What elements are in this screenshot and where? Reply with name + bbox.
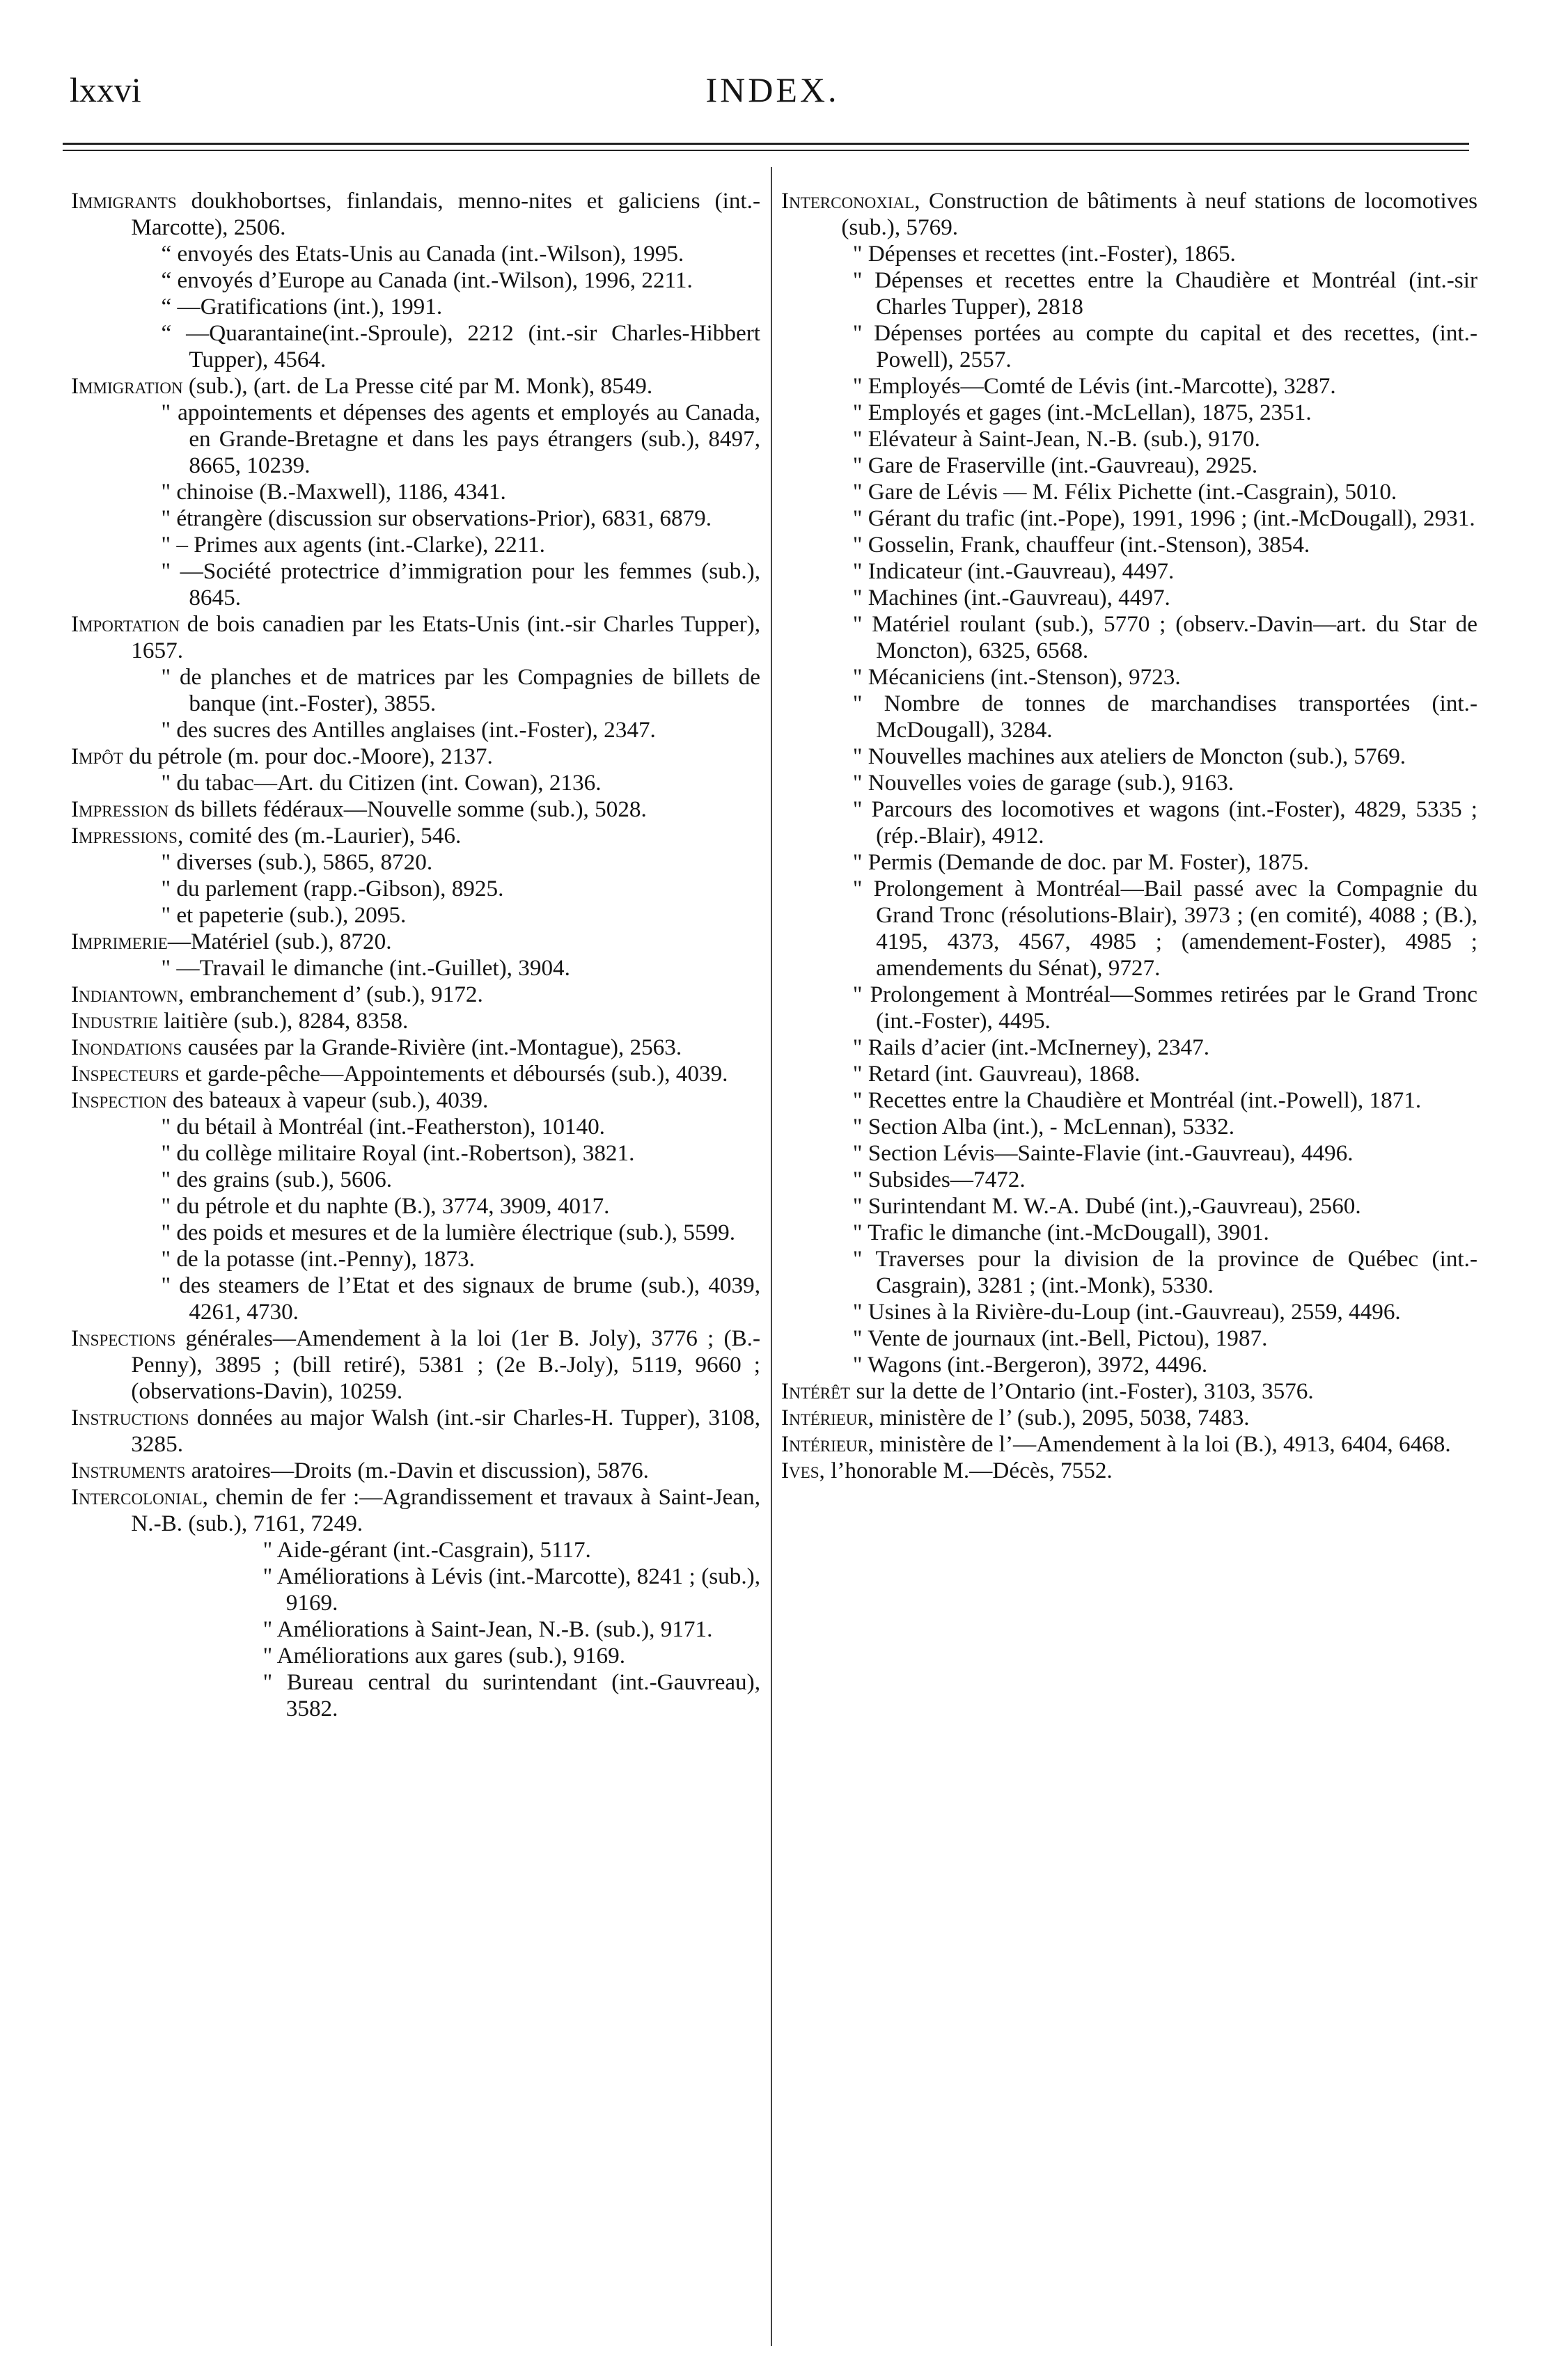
index-subentry [71,770,760,796]
index-subentry [71,1220,760,1246]
index-subentry [781,452,1477,479]
index-text: " Employés—Comté de Lévis (int.-Marcotte), 3287. [852,373,1336,399]
index-subentry [781,373,1477,400]
index-text: " Bureau central du surintendant (int.-Gauvreau), 3582. [262,1669,760,1721]
index-text: “ —Quarantaine(int.-Sproule), 2212 (int.-sir Charles-Hibbert Tupper), 4564. [161,320,760,372]
index-keyword: Intercolonial [71,1484,203,1510]
index-subentry [781,611,1477,664]
index-text: " Matériel roulant (sub.), 5770 ; (observ.-Davin—art. du Star de Moncton), 6325, 6568. [852,611,1477,663]
index-text: " de la potasse (int.-Penny), 1873. [161,1246,475,1272]
index-subentry [781,1299,1477,1325]
index-entry [781,1431,1477,1458]
index-text: " Gare de Fraserville (int.-Gauvreau), 2925. [852,452,1258,478]
index-text: " Recettes entre la Chaudière et Montréal (int.-Powell), 1871. [852,1087,1422,1113]
index-subentry [71,849,760,876]
index-entry [71,373,760,400]
index-subentry [781,1167,1477,1193]
index-text: données au major Walsh (int.-sir Charles-H. Tupper), 3108, 3285. [131,1405,760,1457]
index-text: " Améliorations à Lévis (int.-Marcotte), 8241 ; (sub.), 9169. [262,1563,760,1616]
index-keyword: Intérêt [781,1378,851,1404]
index-text: " du parlement (rapp.-Gibson), 8925. [161,876,504,901]
index-subentry [71,505,760,532]
index-keyword: Immigrants [71,188,177,214]
index-subentry [71,876,760,902]
index-subentry [71,955,760,982]
index-text: aratoires—Droits (m.-Davin et discussion), 5876. [185,1458,649,1483]
index-entry [71,611,760,664]
index-text: , ministère de l’ (sub.), 2095, 5038, 7483. [868,1405,1250,1431]
index-entry [781,188,1477,241]
index-text: " Traverses pour la division de la province de Québec (int.-Casgrain), 3281 ; (int.-Monk), 5330. [852,1246,1477,1298]
index-text: et garde-pêche—Appointements et déboursés (sub.), 4039. [179,1061,728,1087]
index-subentry [781,796,1477,849]
index-subentry [781,479,1477,505]
index-entry [781,1405,1477,1431]
index-subentry [71,558,760,611]
index-text: du pétrole (m. pour doc.-Moore), 2137. [123,743,493,769]
index-text: " Trafic le dimanche (int.-McDougall), 3901. [852,1220,1269,1245]
index-subentry [781,320,1477,373]
index-entry [71,743,760,770]
right-column [781,188,1477,1484]
index-subentry [71,1167,760,1193]
index-keyword: Inspection [71,1087,167,1113]
index-keyword: Industrie [71,1008,158,1034]
index-text: " Améliorations à Saint-Jean, N.-B. (sub.), 9171. [262,1616,713,1642]
column-separator [771,167,772,2346]
index-subentry [781,1140,1477,1167]
index-keyword: Indiantown [71,982,178,1007]
index-text: " Dépenses portées au compte du capital et des recettes, (int.-Powell), 2557. [852,320,1477,372]
index-subentry [71,1616,760,1643]
index-subentry [781,982,1477,1034]
index-text: " Dépenses et recettes entre la Chaudière et Montréal (int.-sir Charles Tupper), 2818 [852,267,1477,320]
index-subentry [71,717,760,743]
index-text: " chinoise (B.-Maxwell), 1186, 4341. [161,479,506,505]
index-text: " des poids et mesures et de la lumière électrique (sub.), 5599. [161,1220,736,1245]
index-text: " Usines à la Rivière-du-Loup (int.-Gauvreau), 2559, 4496. [852,1299,1401,1325]
index-text: " des sucres des Antilles anglaises (int.-Foster), 2347. [161,717,656,743]
index-text: , embranchement d’ (sub.), 9172. [178,982,483,1007]
page-title: INDEX. [705,70,840,109]
index-entry [781,1378,1477,1405]
index-keyword: Impression [71,796,169,822]
index-text: " étrangère (discussion sur observations-Prior), 6831, 6879. [161,505,712,531]
index-subentry [71,664,760,717]
index-text: " de planches et de matrices par les Compagnies de billets de banque (int.-Foster), 3855. [161,664,760,716]
index-text: " Nombre de tonnes de marchandises transportées (int.-McDougall), 3284. [852,691,1477,743]
index-subentry [781,505,1477,532]
index-text: " Surintendant M. W.-A. Dubé (int.),-Gauvreau), 2560. [852,1193,1361,1219]
index-subentry [781,532,1477,558]
index-entry [71,1008,760,1034]
index-entry [71,1087,760,1114]
index-subentry [71,1669,760,1722]
index-text: “ —Gratifications (int.), 1991. [161,294,443,320]
index-text: " Aide-gérant (int.-Casgrain), 5117. [262,1537,591,1563]
index-keyword: Instruments [71,1458,186,1483]
index-text: “ envoyés d’Europe au Canada (int.-Wilson), 1996, 2211. [161,267,693,293]
index-text: " Améliorations aux gares (sub.), 9169. [262,1643,626,1669]
index-text: " du tabac—Art. du Citizen (int. Cowan), 2136. [161,770,602,796]
index-text: causées par la Grande-Rivière (int.-Montague), 2563. [182,1034,682,1060]
index-text: " Gare de Lévis — M. Félix Pichette (int.-Casgrain), 5010. [852,479,1397,505]
index-text: , ministère de l’—Amendement à la loi (B.), 4913, 6404, 6468. [868,1431,1451,1457]
index-subentry [781,1034,1477,1061]
index-subentry [781,876,1477,982]
index-text: " Vente de journaux (int.-Bell, Pictou), 1987. [852,1325,1268,1351]
index-text: " Machines (int.-Gauvreau), 4497. [852,585,1170,610]
index-subentry [781,1193,1477,1220]
index-text: de bois canadien par les Etats-Unis (int.-sir Charles Tupper), 1657. [131,611,760,663]
index-subentry [781,1220,1477,1246]
index-subentry [71,902,760,929]
index-entry [71,823,760,849]
index-keyword: Inondations [71,1034,182,1060]
index-text: " Permis (Demande de doc. par M. Foster), 1875. [852,849,1309,875]
index-text: “ envoyés des Etats-Unis au Canada (int.-Wilson), 1995. [161,241,684,267]
index-text: , chemin de fer :—Agrandissement et travaux à Saint-Jean, N.-B. (sub.), 7161, 7249. [131,1484,760,1536]
index-subentry [71,320,760,373]
index-text: des bateaux à vapeur (sub.), 4039. [166,1087,489,1113]
index-text: (sub.), (art. de La Presse cité par M. Monk), 8549. [182,373,653,399]
index-text: " —Société protectrice d’immigration pour les femmes (sub.), 8645. [161,558,760,610]
index-subentry [781,241,1477,267]
index-subentry [781,1352,1477,1378]
index-text: , l’honorable M.—Décès, 7552. [819,1458,1113,1483]
index-entry [71,929,760,955]
index-text: " Retard (int. Gauvreau), 1868. [852,1061,1140,1087]
index-keyword: Immigration [71,373,183,399]
index-text: ds billets fédéraux—Nouvelle somme (sub.), 5028. [168,796,647,822]
index-keyword: Instructions [71,1405,189,1431]
index-entry [71,982,760,1008]
index-text: " Mécaniciens (int.-Stenson), 9723. [852,664,1181,690]
index-subentry [781,1061,1477,1087]
index-text: " – Primes aux agents (int.-Clarke), 2211. [161,532,545,558]
index-keyword: Intérieur [781,1405,868,1431]
header-rule-bottom [63,150,1469,151]
left-column [71,188,760,1722]
index-entry [71,1061,760,1087]
index-entry [781,1458,1477,1484]
index-keyword: Ives [781,1458,819,1483]
index-text: " Indicateur (int.-Gauvreau), 4497. [852,558,1175,584]
index-subentry [71,479,760,505]
index-text: " Nouvelles machines aux ateliers de Moncton (sub.), 5769. [852,743,1406,769]
index-text: —Matériel (sub.), 8720. [167,929,392,954]
index-text: " Section Alba (int.), - McLennan), 5332. [852,1114,1235,1140]
index-text: " des grains (sub.), 5606. [161,1167,393,1192]
index-subentry [781,400,1477,426]
index-text: " Prolongement à Montréal—Bail passé avec la Compagnie du Grand Tronc (résolutions-Blair), 3973 ; (en comité), 4088 ; (B.), 4195, 4373, 4567, 4985 ; (amendement-Foster), 4985 ; amendements du Sénat), 9727. [852,876,1477,981]
index-text: " Rails d’acier (int.-McInerney), 2347. [852,1034,1210,1060]
index-text: " du pétrole et du naphte (B.), 3774, 3909, 4017. [161,1193,610,1219]
index-subentry [781,743,1477,770]
index-subentry [71,400,760,479]
index-keyword: Impressions [71,823,178,849]
index-subentry [71,532,760,558]
index-subentry [781,1087,1477,1114]
page-number: lxxvi [70,70,141,109]
index-subentry [71,1537,760,1563]
index-entry [71,796,760,823]
index-subentry [71,1272,760,1325]
index-text: " Section Lévis—Sainte-Flavie (int.-Gauvreau), 4496. [852,1140,1354,1166]
index-subentry [71,1193,760,1220]
index-subentry [781,426,1477,452]
index-subentry [781,585,1477,611]
index-keyword: Interconoxial [781,188,915,214]
index-subentry [781,1325,1477,1352]
index-entry [71,1405,760,1458]
index-text: " —Travail le dimanche (int.-Guillet), 3904. [161,955,570,981]
index-text: " Elévateur à Saint-Jean, N.-B. (sub.), 9170. [852,426,1260,452]
index-entry [71,1484,760,1537]
index-subentry [781,1114,1477,1140]
index-entry [71,1034,760,1061]
index-keyword: Intérieur [781,1431,868,1457]
index-entry [71,1458,760,1484]
index-subentry [71,1246,760,1272]
index-subentry [71,1643,760,1669]
index-keyword: Imprimerie [71,929,168,954]
index-keyword: Impôt [71,743,123,769]
index-subentry [781,691,1477,743]
index-text: " Gérant du trafic (int.-Pope), 1991, 1996 ; (int.-McDougall), 2931. [852,505,1475,531]
header-rule-top [63,143,1469,145]
index-text: laitière (sub.), 8284, 8358. [157,1008,409,1034]
index-text: " et papeterie (sub.), 2095. [161,902,407,928]
index-subentry [71,1114,760,1140]
index-text: " Wagons (int.-Bergeron), 3972, 4496. [852,1352,1208,1378]
index-text: " Prolongement à Montréal—Sommes retirées par le Grand Tronc (int.-Foster), 4495. [852,982,1477,1034]
index-subentry [781,770,1477,796]
index-text: " Dépenses et recettes (int.-Foster), 1865. [852,241,1236,267]
index-subentry [781,664,1477,691]
index-text: " du bétail à Montréal (int.-Featherston), 10140. [161,1114,605,1140]
index-text: " Employés et gages (int.-McLellan), 1875, 2351. [852,400,1312,425]
index-text: doukhobortses, finlandais, menno-nites et galiciens (int.-Marcotte), 2506. [131,188,760,240]
index-subentry [781,267,1477,320]
index-text: " du collège militaire Royal (int.-Robertson), 3821. [161,1140,635,1166]
index-text: générales—Amendement à la loi (1er B. Joly), 3776 ; (B.-Penny), 3895 ; (bill retiré), 5381 ; (2e B.-Joly), 5119, 9660 ; (observations-Davin), 10259. [131,1325,760,1404]
index-text: " Parcours des locomotives et wagons (int.-Foster), 4829, 5335 ; (rép.-Blair), 4912. [852,796,1477,849]
index-subentry [71,241,760,267]
index-subentry [71,294,760,320]
index-text: " des steamers de l’Etat et des signaux de brume (sub.), 4039, 4261, 4730. [161,1272,760,1325]
index-subentry [781,1246,1477,1299]
index-text: " diverses (sub.), 5865, 8720. [161,849,433,875]
index-text: , comité des (m.-Laurier), 546. [177,823,462,849]
index-keyword: Importation [71,611,180,637]
index-subentry [71,1140,760,1167]
index-entry [71,188,760,241]
index-subentry [781,849,1477,876]
index-text: sur la dette de l’Ontario (int.-Foster), 3103, 3576. [850,1378,1314,1404]
index-text: " Nouvelles voies de garage (sub.), 9163. [852,770,1234,796]
index-subentry [781,558,1477,585]
index-text: " Subsides—7472. [852,1167,1026,1192]
index-keyword: Inspections [71,1325,176,1351]
index-subentry [71,267,760,294]
index-text: , Construction de bâtiments à neuf stations de locomotives (sub.), 5769. [841,188,1477,240]
index-subentry [71,1563,760,1616]
index-keyword: Inspecteurs [71,1061,180,1087]
index-entry [71,1325,760,1405]
index-text: " appointements et dépenses des agents et employés au Canada, en Grande-Bretagne et dans les pays étrangers (sub.), 8497, 8665, 10239. [161,400,760,478]
index-text: " Gosselin, Frank, chauffeur (int.-Stenson), 3854. [852,532,1310,558]
